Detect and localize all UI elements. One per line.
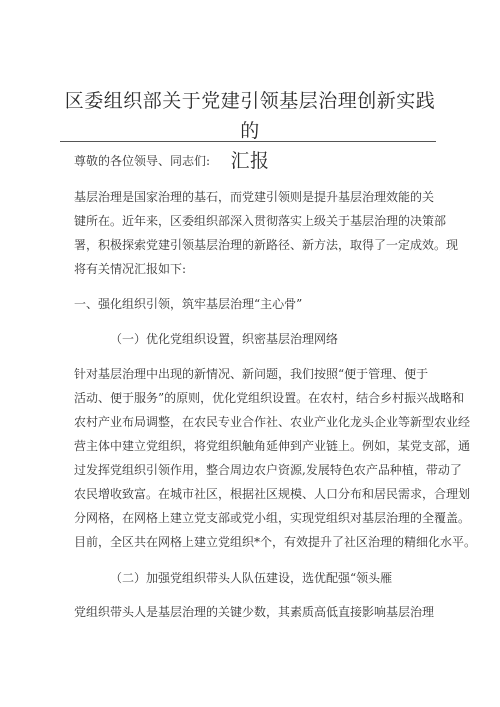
body-line: 过发挥党组织引领作用，整合周边农户资源,发展特色农产品种植，带动了 xyxy=(74,463,462,477)
body-line: 农民增收致富。在城市社区，根据社区规模、人口分布和居民需求，合理划 xyxy=(74,487,471,501)
subsection-2-heading-text: （二）加强党组织带头人队伍建设，选优配强“领头雁 xyxy=(110,571,393,585)
title-line-1: 区委组织部关于党建引领基层治理创新实践的 xyxy=(64,90,436,142)
body-line: 农村产业布局调整，在农民专业合作社、农业产业化龙头企业等新型农业经 xyxy=(74,415,471,429)
intro-line: 键所在。近年来，区委组织部深入贯彻落实上级关于基层治理的决策部 xyxy=(74,214,447,228)
intro-line: 署，积极探索党建引领基层治理的新路径、新方法，取得了一定成效。现 xyxy=(74,238,459,252)
section-1-heading xyxy=(74,292,424,316)
body-line: 营主体中建立党组织，将党组织触角延伸到产业链上。例如，某党支部，通 xyxy=(74,439,471,453)
intro-line: 基层治理是国家治理的基石，而党建引领则是提升基层治理效能的关 xyxy=(74,190,435,204)
subsection-2-heading xyxy=(110,566,460,590)
salutation-text: 尊敬的各位领导、同志们: xyxy=(74,154,211,168)
body-line: 针对基层治理中出现的新情况、新问题，我们按照“便于管理、便于 xyxy=(74,367,429,381)
body-line: 目前，全区共在网格上建立党组织*个，有效提升了社区治理的精细化水平。 xyxy=(74,535,477,549)
subsection-1-heading-text: （一）优化党组织设置，织密基层治理网络 xyxy=(110,332,339,346)
body-line: 分网格，在网格上建立党支部或党小组，实现党组织对基层治理的全覆盖。 xyxy=(74,511,471,525)
subsection-2-body xyxy=(74,600,435,624)
body-line: 党组织带头人是基层治理的关键少数，其素质高低直接影响基层治理 xyxy=(74,605,435,619)
intro-paragraph xyxy=(74,185,459,281)
subsection-1-heading xyxy=(110,327,460,351)
section-1-heading-text: 一、强化组织引领，筑牢基层治理“主心骨” xyxy=(74,297,303,311)
title-line-2: 汇报 xyxy=(230,150,270,172)
title-divider xyxy=(60,141,436,142)
salutation xyxy=(74,149,424,173)
intro-line: 将有关情况汇报如下: xyxy=(74,262,187,276)
subsection-1-body xyxy=(74,362,477,554)
body-line: 活动、便于服务”的原则，优化党组织设置。在农村，结合乡村振兴战略和 xyxy=(74,391,465,405)
